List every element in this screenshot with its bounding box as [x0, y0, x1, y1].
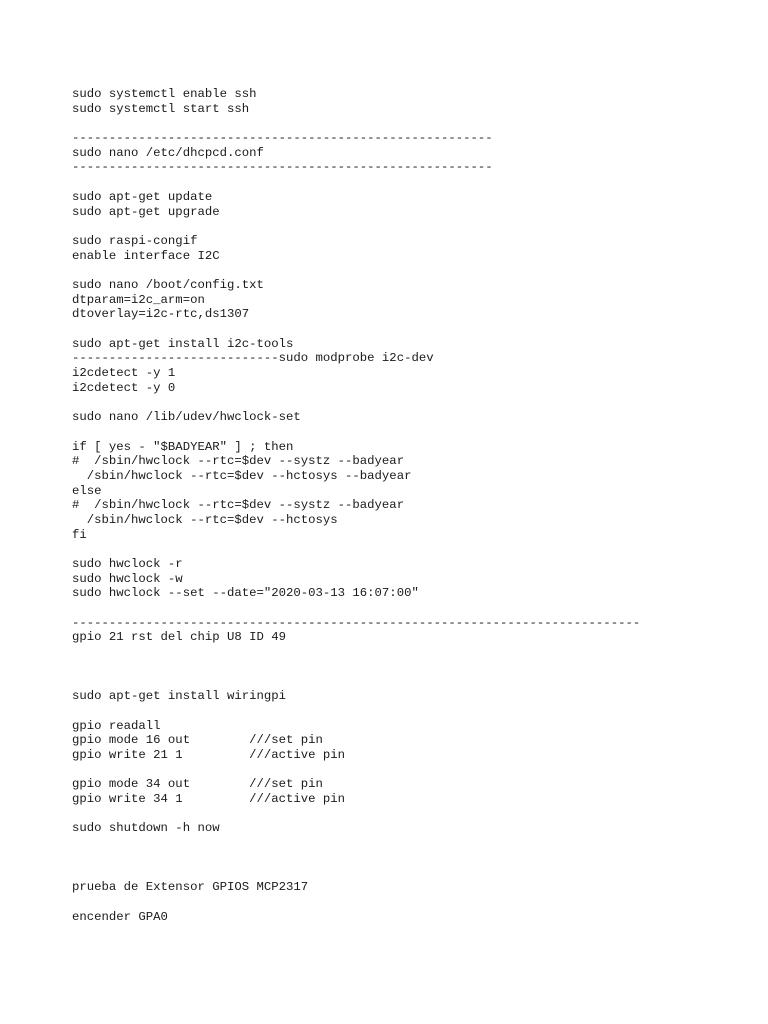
- text-line: [72, 116, 640, 131]
- text-line: gpio write 21 1 ///active pin: [72, 747, 346, 762]
- text-line: [72, 660, 640, 675]
- text-line: # /sbin/hwclock --rtc=$dev --systz --badyear: [72, 498, 405, 513]
- text-line: [72, 175, 640, 190]
- text-line: [72, 836, 640, 851]
- text-line: dtoverlay=i2c-rtc,ds1307: [72, 307, 250, 322]
- text-line: ----------------------------sudo modprobe i2c-dev: [72, 351, 434, 366]
- text-line: [72, 425, 640, 440]
- text-line: sudo systemctl enable ssh: [72, 87, 257, 101]
- text-line: gpio mode 16 out ///set pin: [72, 733, 323, 748]
- text-line: sudo apt-get update: [72, 189, 213, 204]
- text-line: ---------------------------------------------------------: [72, 160, 493, 175]
- text-line: i2cdetect -y 1: [72, 366, 176, 381]
- text-line: sudo apt-get install i2c-tools: [72, 336, 294, 351]
- text-line: /sbin/hwclock --rtc=$dev --hctosys --badyear: [72, 468, 412, 483]
- text-line: gpio 21 rst del chip U8 ID 49: [72, 630, 287, 645]
- text-line: [72, 763, 640, 778]
- text-line: ---------------------------------------------------------: [72, 131, 493, 146]
- text-line: i2cdetect -y 0: [72, 380, 176, 395]
- text-line: [72, 322, 640, 337]
- text-line: sudo nano /etc/dhcpcd.conf: [72, 145, 264, 160]
- text-line: else: [72, 483, 102, 498]
- text-line: if [ yes - "$BADYEAR" ] ; then: [72, 439, 294, 454]
- text-line: -----------------------------------------------------------------------------: [72, 615, 641, 630]
- text-line: [72, 542, 640, 557]
- text-line: sudo apt-get install wiringpi: [72, 689, 287, 704]
- text-line: # /sbin/hwclock --rtc=$dev --systz --badyear: [72, 454, 405, 469]
- text-line: sudo shutdown -h now: [72, 821, 220, 836]
- text-line: sudo systemctl start ssh: [72, 101, 250, 116]
- text-line: gpio write 34 1 ///active pin: [72, 792, 346, 806]
- text-line: dtparam=i2c_arm=on: [72, 292, 205, 307]
- text-line: [72, 851, 640, 866]
- text-line: [72, 645, 640, 660]
- text-line: [72, 865, 640, 880]
- text-line: sudo nano /lib/udev/hwclock-set: [72, 410, 301, 425]
- text-line: fi: [72, 527, 87, 542]
- text-line: sudo nano /boot/config.txt: [72, 277, 264, 292]
- text-line: sudo raspi-congif: [72, 233, 198, 248]
- text-line: sudo apt-get upgrade: [72, 204, 220, 219]
- text-line: [72, 601, 640, 616]
- text-line: [72, 704, 640, 719]
- text-line: /sbin/hwclock --rtc=$dev --hctosys: [72, 512, 338, 527]
- text-line: [72, 219, 640, 234]
- text-line: [72, 895, 640, 910]
- document-body: [72, 87, 640, 924]
- text-line: sudo hwclock --set --date="2020-03-13 16:07:00": [72, 586, 419, 601]
- text-line: encender GPA0: [72, 909, 168, 924]
- text-line: enable interface I2C: [72, 248, 220, 263]
- text-line: prueba de Extensor GPIOS MCP2317: [72, 880, 309, 895]
- text-line: [72, 395, 640, 410]
- text-line: sudo hwclock -r: [72, 557, 183, 571]
- text-line: gpio readall: [72, 718, 161, 733]
- text-line: [72, 807, 640, 822]
- text-line: [72, 263, 640, 278]
- text-line: gpio mode 34 out ///set pin: [72, 777, 323, 792]
- text-line: sudo hwclock -w: [72, 571, 183, 586]
- text-line: [72, 675, 640, 690]
